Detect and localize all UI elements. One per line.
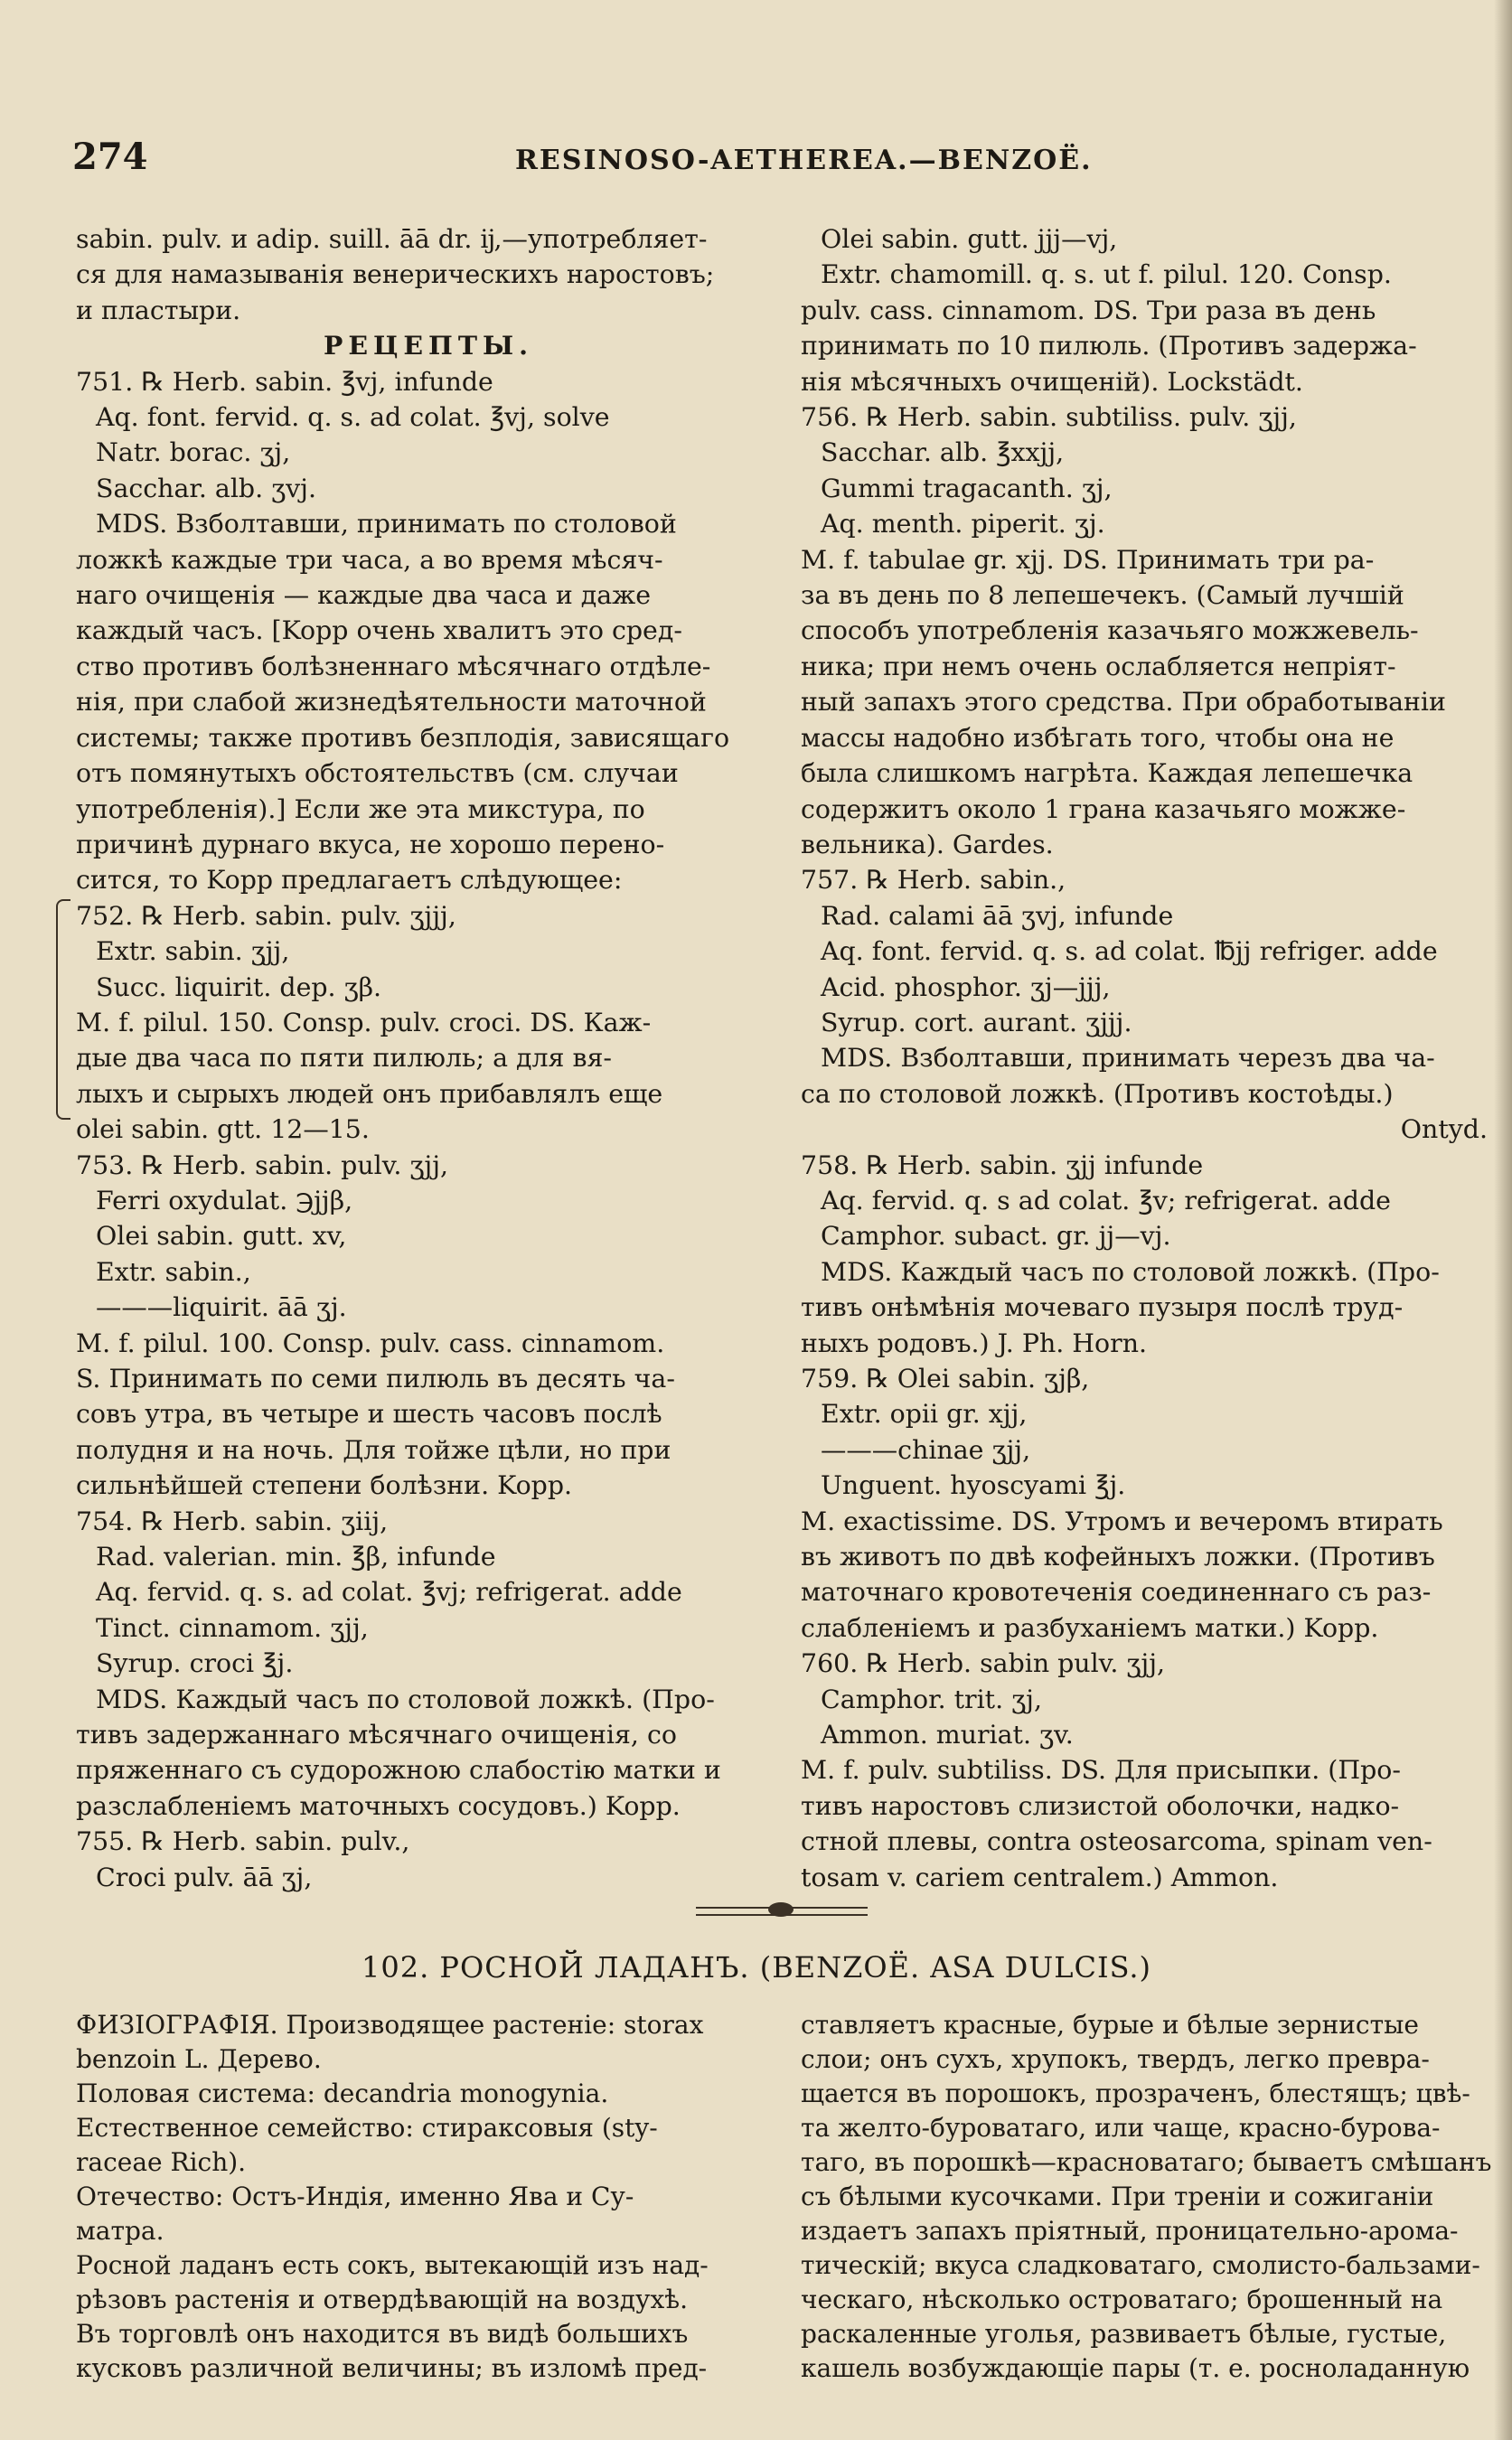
text-line: Syrup. cort. aurant. ʒjjj.	[821, 1007, 1132, 1037]
text-line: Unguent. hyoscyami ℥j.	[821, 1470, 1126, 1501]
text-line: содержитъ около 1 грана казачьяго можже-	[801, 793, 1406, 824]
text-line: нія, при слабой жизнедѣятельности маточной	[76, 687, 707, 718]
text-line: Половая система: decandria monogynia.	[76, 2079, 609, 2108]
text-line: са по столовой ложкѣ. (Противъ костоѣды.)	[801, 1078, 1394, 1109]
text-line: матра.	[76, 2216, 164, 2246]
text-line: кусковъ различной величины; въ изломѣ пред-	[76, 2353, 708, 2383]
text-line: тивъ наростовъ слизистой оболочки, надко-	[801, 1790, 1400, 1821]
text-line: ставляетъ красные, бурые и бѣлые зернистые	[801, 2010, 1419, 2040]
text-line: 758. ℞ Herb. sabin. ʒjj infunde	[801, 1150, 1204, 1180]
text-line: Camphor. subact. gr. jj—vj.	[821, 1221, 1171, 1252]
text-line: tosam v. cariem centralem.) Ammon.	[801, 1862, 1279, 1892]
text-line: Aq. font. fervid. q. s. ad colat. ℥vj, solve	[96, 402, 610, 433]
text-line: 759. ℞ Olei sabin. ʒjβ,	[801, 1364, 1090, 1394]
text-line: отъ помянутыхъ обстоятельствъ (см. случаи	[76, 758, 679, 789]
right-column	[801, 221, 1488, 1895]
text-line: Acid. phosphor. ʒj—jjj,	[821, 971, 1111, 1002]
text-line: тивъ задержаннаго мѣсячнаго очищенія, со	[76, 1720, 677, 1750]
text-line: Extr. chamomill. q. s. ut f. pilul. 120. Consp.	[821, 259, 1392, 290]
text-line: таго, въ порошкѣ—красноватаго; бываетъ смѣшанъ	[801, 2147, 1492, 2177]
text-line: Extr. sabin. ʒjj,	[96, 936, 290, 967]
margin-bracket	[56, 899, 70, 1120]
text-line: способъ употребленія казачьяго можжевель-	[801, 615, 1419, 646]
text-line: Sacchar. alb. ʒvj.	[96, 473, 317, 503]
text-line: ческаго, нѣсколько островатаго; брошенный на	[801, 2285, 1443, 2314]
text-line: РЕЦЕПТЫ.	[324, 330, 533, 361]
text-line: Extr. sabin.,	[96, 1256, 251, 1287]
text-line: Rad. valerian. min. ℥β, infunde	[96, 1542, 496, 1572]
text-line: MDS. Взболтавши, принимать по столовой	[96, 509, 677, 540]
text-line: причинѣ дурнаго вкуса, не хорошо перено-	[76, 829, 665, 859]
text-line: 756. ℞ Herb. sabin. subtiliss. pulv. ʒjj,	[801, 402, 1297, 433]
text-line: ложкѣ каждые три часа, а во время мѣсяч-	[76, 544, 663, 575]
text-line: 757. ℞ Herb. sabin.,	[801, 865, 1066, 896]
text-line: benzoin L. Дерево.	[76, 2044, 322, 2074]
text-line: ———chinae ʒjj,	[821, 1434, 1031, 1465]
text-line: 753. ℞ Herb. sabin. pulv. ʒjj,	[76, 1150, 449, 1180]
text-line: Camphor. trit. ʒj,	[821, 1684, 1042, 1714]
text-line: ———liquirit. āā ʒj.	[96, 1292, 347, 1323]
text-line: тическій; вкуса сладковатаго, смолисто-бальзами-	[801, 2250, 1480, 2280]
text-line: разслабленіемъ маточныхъ сосудовъ.) Kopp.	[76, 1790, 681, 1821]
text-line: Aq. fervid. q. s ad colat. ℥v; refrigerat. adde	[821, 1185, 1391, 1215]
text-line: racеае Rich).	[76, 2147, 247, 2177]
text-line: ФИЗІОГРАФІЯ. Производящее растеніе: storax	[76, 2010, 704, 2040]
text-line: Естественное семейство: стираксовыя (sty-	[76, 2113, 658, 2143]
text-line: ника; при немъ очень ослабляется непріят-	[801, 651, 1396, 681]
text-line: слабленіемъ и разбуханіемъ матки.) Kopp.	[801, 1612, 1379, 1643]
text-line: маточнаго кровотеченія соединеннаго съ раз-	[801, 1577, 1432, 1608]
text-line: тивъ онѣмѣнія мочеваго пузыря послѣ труд-	[801, 1292, 1404, 1323]
text-line: Syrup. croci ℥j.	[96, 1648, 294, 1679]
text-line: Olei sabin. gutt. xv,	[96, 1221, 347, 1252]
text-line: полудня и на ночь. Для тойже цѣли, но при	[76, 1434, 671, 1465]
text-line: щается въ порошокъ, прозраченъ, блестящъ; цвѣ-	[801, 2079, 1470, 2108]
page-number: 274	[72, 136, 148, 178]
text-line: Olei sabin. gutt. jjj—vj,	[821, 224, 1118, 254]
text-line: sabin. pulv. и adip. suill. āā dr. ĳ,—употребляет-	[76, 224, 708, 254]
running-header	[72, 136, 1482, 190]
text-line: системы; также противъ безплодія, зависящаго	[76, 722, 730, 753]
text-line: M. f. tabulae gr. xjj. DS. Принимать три ра-	[801, 544, 1375, 575]
text-line: M. f. pilul. 100. Consp. pulv. cass. cinnamom.	[76, 1328, 665, 1358]
text-line: Aq. menth. piperit. ʒj.	[821, 509, 1105, 540]
text-line: Tinct. cinnamom. ʒjj,	[96, 1612, 369, 1643]
text-line: MDS. Каждый часъ по столовой ложкѣ. (Про-	[96, 1684, 715, 1714]
text-line: Отечество: Остъ-Индія, именно Ява и Су-	[76, 2182, 634, 2211]
text-line: нія мѣсячныхъ очищеній). Lockstädt.	[801, 366, 1303, 397]
left-column	[76, 221, 781, 1895]
text-line: M. f. pilul. 150. Consp. pulv. croci. DS. Каж-	[76, 1007, 652, 1037]
text-line: ныхъ родовъ.) J. Ph. Horn.	[801, 1328, 1148, 1358]
text-line: лыхъ и сырыхъ людей онъ прибавлялъ еще	[76, 1078, 663, 1109]
text-line: слои; онъ сухъ, хрупокъ, твердъ, легко превра-	[801, 2044, 1430, 2074]
text-line: Ammon. muriat. ʒv.	[821, 1720, 1074, 1750]
text-line: вельника). Gardes.	[801, 829, 1054, 859]
text-line: та желто-буроватаго, или чаще, красно-бурова-	[801, 2113, 1441, 2143]
text-line: совъ утра, въ четыре и шесть часовъ послѣ	[76, 1399, 662, 1430]
text-line: Rad. calami āā ʒvj, infunde	[821, 900, 1174, 931]
text-line: Extr. opii gr. xjj,	[821, 1399, 1028, 1430]
text-line: массы надобно избѣгать того, чтобы она не	[801, 722, 1395, 753]
text-line: съ бѣлыми кусочками. При треніи и сожиганіи	[801, 2182, 1434, 2211]
text-line: Aq. fervid. q. s. ad colat. ℥vj; refrigerat. adde	[96, 1577, 682, 1608]
text-line: Росной ладанъ есть сокъ, вытекающій изъ над-	[76, 2250, 709, 2280]
text-line: Ontyd.	[1400, 1114, 1488, 1145]
bottom-left-column	[76, 2008, 781, 2386]
text-line: Sacchar. alb. ℥xxjj,	[821, 437, 1065, 468]
running-title: RESINOSO-AETHEREA.—BENZOË.	[515, 145, 1093, 176]
text-line: Natr. borac. ʒj,	[96, 437, 291, 468]
text-line: Gummi tragacanth. ʒj,	[821, 473, 1113, 503]
text-line: за въ день по 8 лепешечекъ. (Самый лучшій	[801, 580, 1404, 611]
section-title: 102. РОСНОЙ ЛАДАНЪ. (BENZOË. ASA DULCIS.)	[362, 1950, 1152, 1985]
text-line: 751. ℞ Herb. sabin. ℥vj, infunde	[76, 366, 493, 397]
text-line: Aq. font. fervid. q. s. ad colat. ℔jj refriger. adde	[821, 936, 1438, 967]
text-line: MDS. Взболтавши, принимать черезъ два ча-	[821, 1043, 1435, 1074]
text-line: наго очищенія — каждые два часа и даже	[76, 580, 652, 611]
text-line: принимать по 10 пилюль. (Противъ задержа-	[801, 331, 1417, 361]
text-line: дые два часа по пяти пилюль; а для вя-	[76, 1043, 612, 1074]
text-line: издаетъ запахъ пріятный, проницательно-арома-	[801, 2216, 1459, 2246]
text-line: раскаленные уголья, развиваетъ бѣлые, густые,	[801, 2319, 1447, 2349]
text-line: Succ. liquirit. dep. ʒβ.	[96, 971, 382, 1002]
text-line: Въ торговлѣ онъ находится въ видѣ большихъ	[76, 2319, 689, 2349]
text-line: сильнѣйшей степени болѣзни. Kopp.	[76, 1470, 573, 1501]
text-line: каждый часъ. [Kopp очень хвалитъ это сред-	[76, 615, 682, 646]
section-divider	[696, 1907, 868, 1916]
text-line: рѣзовъ растенія и отвердѣвающій на воздухѣ.	[76, 2285, 689, 2314]
text-line: пряженнаго съ судорожною слабостію матки и	[76, 1755, 721, 1786]
text-line: была слишкомъ нагрѣта. Каждая лепешечка	[801, 758, 1413, 789]
page-spine-shadow	[1494, 0, 1512, 2440]
text-line: MDS. Каждый часъ по столовой ложкѣ. (Про-	[821, 1256, 1440, 1287]
text-line: Croci pulv. āā ʒj,	[96, 1862, 313, 1892]
text-line: M. exactissime. DS. Утромъ и вечеромъ втирать	[801, 1506, 1443, 1536]
text-line: стной плевы, contra osteosarcoma, spinam ven-	[801, 1826, 1432, 1857]
text-line: olei sabin. gtt. 12—15.	[76, 1114, 370, 1145]
text-line: кашель возбуждающіе пары (т. е. росноладанную	[801, 2353, 1470, 2383]
text-line: ство противъ болѣзненнаго мѣсячнаго отдѣле-	[76, 651, 711, 681]
text-line: въ животъ по двѣ кофейныхъ ложки. (Противъ	[801, 1542, 1435, 1572]
text-line: M. f. pulv. subtiliss. DS. Для присыпки. (Про-	[801, 1755, 1401, 1786]
text-line: 760. ℞ Herb. sabin pulv. ʒjj,	[801, 1648, 1166, 1679]
text-line: S. Принимать по семи пилюль въ десять ча-	[76, 1364, 675, 1394]
text-line: ный запахъ этого средства. При обработываніи	[801, 687, 1446, 718]
text-line: ся для намазыванія венерическихъ наростовъ;	[76, 259, 715, 290]
text-line: 752. ℞ Herb. sabin. pulv. ʒjjj,	[76, 900, 456, 931]
text-line: Ferri oxydulat. ℈jjβ,	[96, 1185, 353, 1215]
text-line: pulv. cass. cinnamom. DS. Три раза въ день	[801, 295, 1376, 325]
text-line: 754. ℞ Herb. sabin. ʒiij,	[76, 1506, 389, 1536]
bottom-right-column	[801, 2008, 1492, 2386]
text-line: сится, то Kopp предлагаетъ слѣдующее:	[76, 865, 623, 896]
text-line: 755. ℞ Herb. sabin. pulv.,	[76, 1826, 410, 1857]
text-line: и пластыри.	[76, 295, 241, 325]
text-line: употребленія).] Если же эта микстура, по	[76, 793, 645, 824]
